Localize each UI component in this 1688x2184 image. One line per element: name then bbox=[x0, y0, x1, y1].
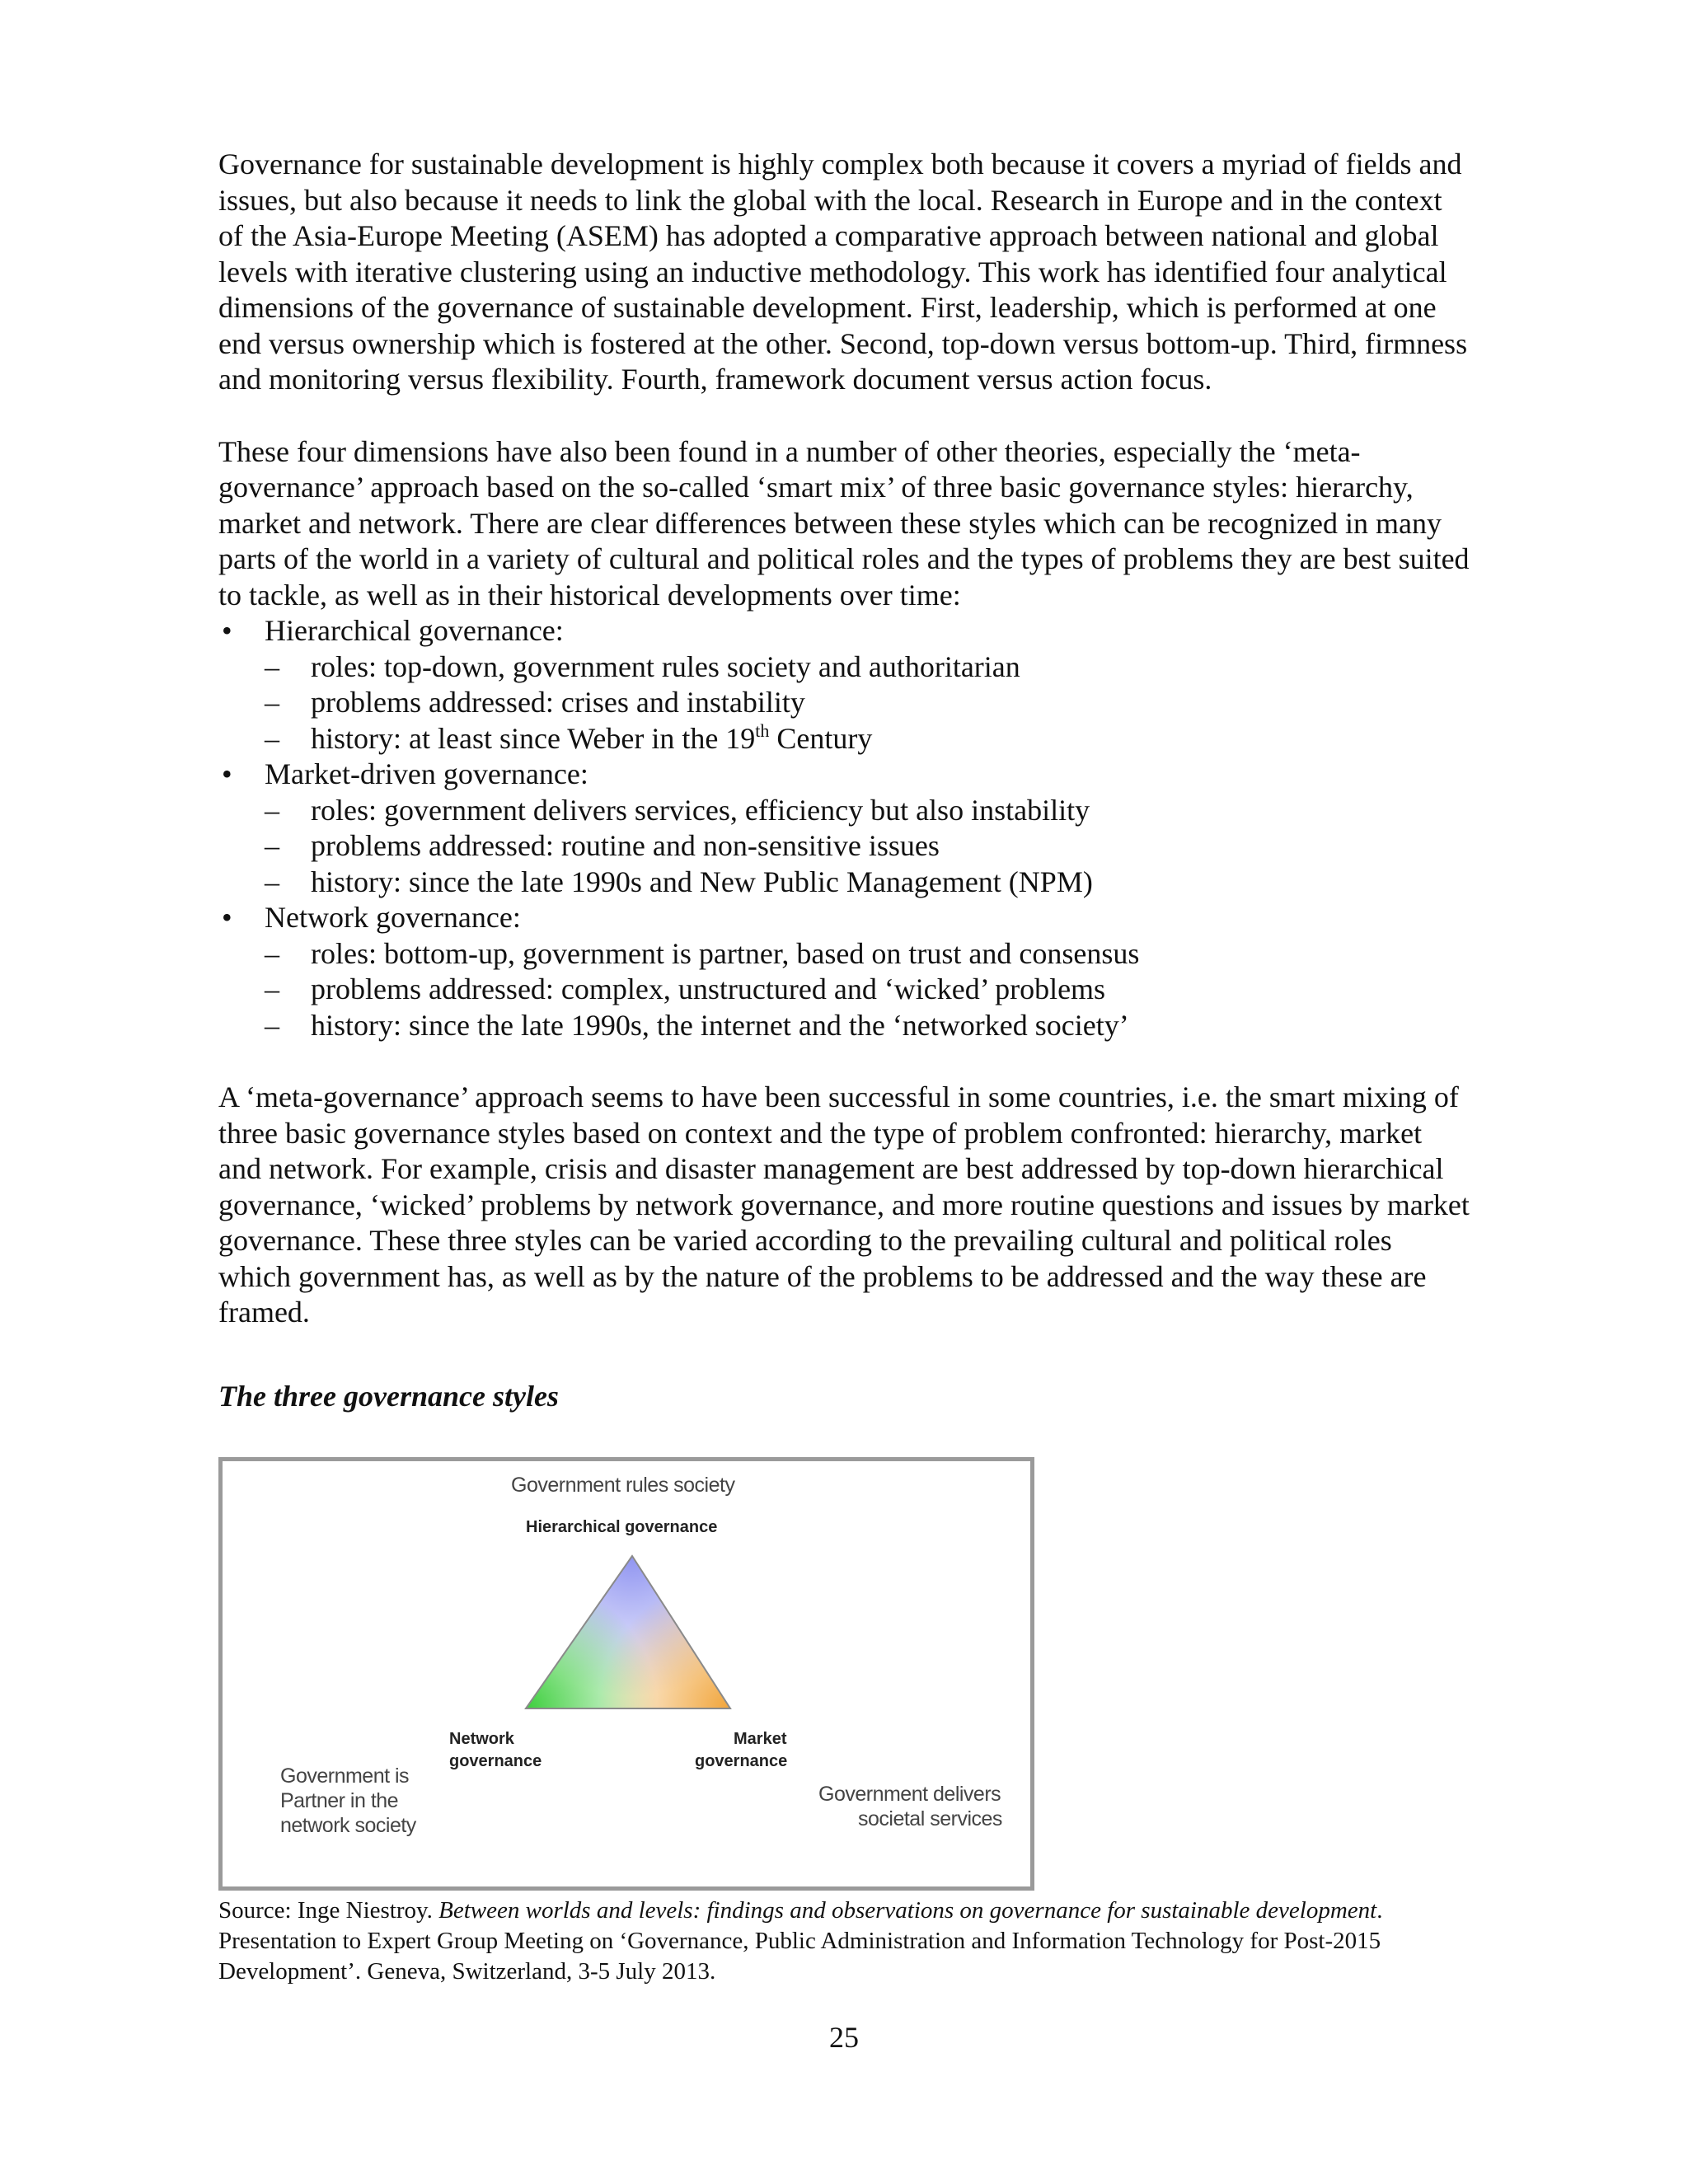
dash-icon: – bbox=[265, 829, 279, 862]
style-title: Market-driven governance: bbox=[265, 757, 588, 790]
paragraph-gap bbox=[218, 1043, 1471, 1080]
superscript: th bbox=[755, 719, 770, 741]
right-caption-line2: societal services bbox=[858, 1807, 1002, 1830]
source-details: . Presentation to Expert Group Meeting on ‘Governance, Public Administration and Information Technology for Post-2015 Development’. Geneva, Switzerland, 3-5 July 2013. bbox=[218, 1897, 1383, 1985]
document-page bbox=[218, 147, 1471, 1987]
paragraph-gap bbox=[218, 398, 1471, 434]
dash-icon: – bbox=[265, 1008, 279, 1042]
sub-list bbox=[265, 649, 1471, 757]
source-separator: . bbox=[426, 1897, 439, 1924]
style-title: Hierarchical governance: bbox=[265, 614, 564, 647]
right-caption-line1: Government delivers bbox=[818, 1783, 1001, 1806]
left-caption-line3: network society bbox=[280, 1814, 416, 1837]
sub-item bbox=[265, 936, 1471, 972]
sub-item-text: roles: top-down, government rules society and authoritarian bbox=[311, 649, 1020, 683]
network-label-line2: governance bbox=[449, 1752, 542, 1770]
history-suffix: Century bbox=[769, 721, 873, 755]
sub-item bbox=[265, 828, 1471, 865]
left-caption-line1: Government is bbox=[280, 1765, 410, 1788]
paragraph-intro: Governance for sustainable development is highly complex both because it covers a myriad of fields and issues, but also because it needs to link the global with the local. Research in Europe and in the context of the Asia-Europe Meeting (ASEM) has adopted a comparative approach between national and global levels with iterative clustering using an inductive methodology. This work has identified four analytical dimensions of the governance of sustainable development. First, leadership, which is performed at one end versus ownership which is fostered at the other. Second, top-down versus bottom-up. Third, firmness and monitoring versus flexibility. Fourth, framework document versus action focus. bbox=[218, 148, 1468, 396]
sub-list bbox=[265, 936, 1471, 1044]
sub-item bbox=[265, 649, 1471, 686]
paragraph-meta-governance: A ‘meta-governance’ approach seems to have been successful in some countries, i.e. the smart mixing of three basic governance styles based on context and the type of problem confronted: hierarchy, market and network. For example, crisis and disaster management are best addressed by top-down hierarchical governance, ‘wicked’ problems by network governance, and more routine questions and issues by market governance. These three styles can be varied according to the prevailing cultural and political roles which government has, as well as by the nature of the problems to be addressed and the way these are framed. bbox=[218, 1080, 1470, 1329]
dash-icon: – bbox=[265, 793, 279, 827]
sub-item-text: problems addressed: routine and non-sensitive issues bbox=[311, 829, 940, 862]
section-heading: The three governance styles bbox=[218, 1379, 559, 1413]
market-label-line1: Market bbox=[734, 1730, 787, 1748]
source-author: Inge Niestroy bbox=[297, 1897, 427, 1924]
left-caption-line2: Partner in the bbox=[280, 1789, 399, 1812]
list-item-market bbox=[218, 757, 1471, 900]
source-title: Between worlds and levels: findings and observations on governance for sustainable development bbox=[438, 1897, 1377, 1924]
network-label-line1: Network bbox=[449, 1730, 514, 1748]
dash-icon: – bbox=[265, 936, 279, 970]
page-number: 25 bbox=[829, 2021, 859, 2054]
bullet-icon: • bbox=[222, 901, 232, 934]
dash-icon: – bbox=[265, 972, 279, 1005]
hierarchical-label: Hierarchical governance bbox=[526, 1518, 718, 1536]
sub-item-text: history: since the late 1990s and New Public Management (NPM) bbox=[311, 865, 1093, 898]
history-prefix: history: at least since Weber in the 19 bbox=[311, 721, 756, 755]
section-gap bbox=[218, 1331, 1471, 1379]
governance-triangle-figure bbox=[218, 1457, 1034, 1891]
triangle-right-gradient bbox=[526, 1556, 730, 1708]
sub-item-text: roles: bottom-up, government is partner, based on trust and consensus bbox=[311, 936, 1140, 970]
governance-styles-list bbox=[218, 613, 1471, 1043]
style-title: Network governance: bbox=[265, 901, 521, 934]
list-item-network bbox=[218, 900, 1471, 1043]
sub-item bbox=[265, 793, 1471, 829]
dash-icon: – bbox=[265, 649, 279, 683]
source-label: Source: bbox=[218, 1897, 298, 1924]
sub-item bbox=[265, 721, 1471, 757]
dash-icon: – bbox=[265, 721, 279, 755]
sub-item bbox=[265, 685, 1471, 721]
sub-item-text: problems addressed: crises and instability bbox=[311, 686, 805, 719]
sub-item-text: history: since the late 1990s, the internet and the ‘networked society’ bbox=[311, 1008, 1129, 1042]
dash-icon: – bbox=[265, 865, 279, 898]
sub-item-text: problems addressed: complex, unstructured and ‘wicked’ problems bbox=[311, 972, 1106, 1005]
figure-source bbox=[218, 1896, 1471, 1987]
dash-icon: – bbox=[265, 686, 279, 719]
market-label-line2: governance bbox=[695, 1752, 788, 1770]
sub-item bbox=[265, 972, 1471, 1008]
paragraph-dimensions: These four dimensions have also been found in a number of other theories, especially the ‘meta-governance’ approach based on the so-called ‘smart mix’ of three basic governance styles: hierarchy, market and network. There are clear differences between these styles which can be recognized in many parts of the world in a variety of cultural and political roles and the types of problems they are best suited to tackle, as well as in their historical developments over time: bbox=[218, 434, 1470, 612]
sub-item bbox=[265, 865, 1471, 901]
sub-item-text: roles: government delivers services, efficiency but also instability bbox=[311, 793, 1090, 827]
sub-list bbox=[265, 793, 1471, 901]
list-item-hierarchical bbox=[218, 613, 1471, 757]
bullet-icon: • bbox=[222, 757, 232, 790]
sub-item bbox=[265, 1008, 1471, 1044]
bullet-icon: • bbox=[222, 614, 232, 647]
top-caption: Government rules society bbox=[511, 1474, 735, 1497]
